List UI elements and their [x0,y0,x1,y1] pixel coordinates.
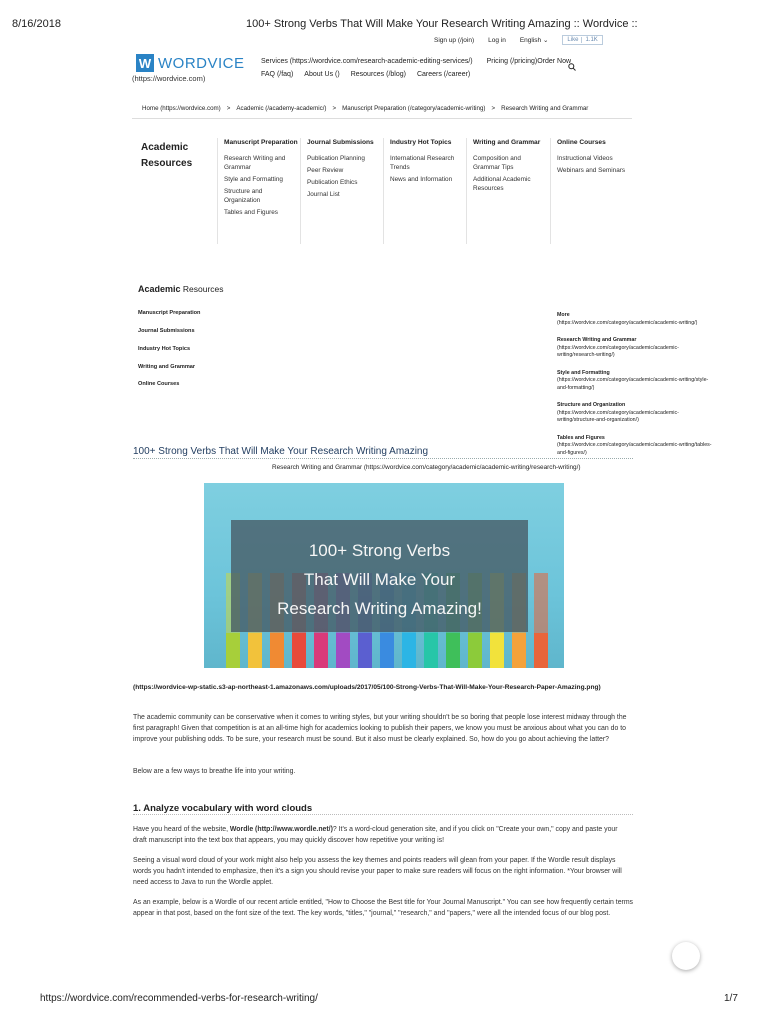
nav-pricing[interactable]: Pricing (/pricing) [486,58,538,65]
category-url: (https://wordvice.com/category/academic/academic-writing/research-writing/) [557,344,679,358]
paragraph-text: Have you heard of the website, [133,826,230,833]
main-nav-row-2 [261,71,470,78]
nav-faq[interactable]: FAQ (/faq) [261,71,294,78]
main-nav-row-1 [261,58,571,65]
category-link[interactable] [557,312,717,327]
ar-title-bold: Academic [138,284,181,294]
category-label: More [557,312,570,318]
breadcrumb-separator: > [491,105,496,112]
signup-link[interactable]: Sign up (/join) [434,36,475,44]
article-category-link[interactable]: Research Writing and Grammar (https://wordvice.com/category/academic/academic-writing/research-writing/) [272,464,581,471]
logo-mark-icon: W [136,54,154,72]
mega-col-heading[interactable]: Industry Hot Topics [390,139,452,146]
mega-col-item[interactable]: Peer Review [307,167,344,174]
category-url: (https://wordvice.com/category/academic/academic-writing/style-and-formatting/) [557,377,709,391]
breadcrumb-manuscript[interactable]: Manuscript Preparation (/category/academic-writing) [342,105,486,112]
category-link[interactable] [557,402,717,425]
mega-menu-title [141,140,211,172]
mega-col-item[interactable]: Style and Formatting [224,176,283,183]
mega-title-line2: Resources [141,158,193,169]
category-link[interactable] [557,370,717,393]
nav-services[interactable]: Services (https://wordvice.com/research-academic-editing-services/) [261,58,473,65]
mega-col-journal [300,138,383,244]
category-url: (https://wordvice.com/category/academic/academic-writing/) [557,319,698,326]
paragraph: Seeing a visual word cloud of your work might also help you assess the key themes and points readers will glean from your paper. If the Wordle result displays words you hadn't intended to emphasize, then it's a sign you should revise your paper to make sure readers will focus on the right information. *Your browser will need access to Java to run the Wordle applet. [133,857,622,887]
mega-col-courses [550,138,633,244]
breadcrumb-home[interactable]: Home (https://wordvice.com) [142,105,221,112]
wordvice-logo[interactable] [136,54,245,72]
paragraph: The academic community can be conservative when it comes to writing styles, but your writing shouldn't be so boring that people lose interest midway through the first paragraph! Given that competition is at an all-time high for academics looking to publish their papers, we know you must be anxious about what you can do to improve your publishing odds. To be sure, your research must be sound. But it also must be clearly explained. So, how do you go about achieving the latter? [133,714,627,744]
mega-col-item[interactable]: Publication Planning [307,155,365,162]
paragraph-text: ? It's a word-cloud generation site, and if you click on "Create your own," copy and paste your draft manuscript into the text box that appears, you may quickly discover how repetitive your writing is! [133,826,618,845]
category-link[interactable] [557,435,717,458]
paragraph: Below are a few ways to breathe life into your writing. [133,768,296,775]
ar-link-journal[interactable]: Journal Submissions [138,328,195,334]
print-date: 8/16/2018 [12,18,61,30]
paragraph [133,824,633,846]
like-label: Like [567,37,579,43]
language-select[interactable] [520,36,549,44]
divider [133,814,633,815]
hero-line: That Will Make Your [303,570,456,589]
nav-order-now[interactable]: Order Now [537,58,572,65]
like-button[interactable] [562,35,602,45]
mega-col-manuscript [217,138,300,244]
nav-careers[interactable]: Careers (/career) [416,71,471,78]
hero-line: 100+ Strong Verbs [308,541,451,560]
mega-col-item[interactable]: Tables and Figures [224,209,278,216]
ar-title-rest: Resources [182,284,224,294]
section-heading: 1. Analyze vocabulary with word clouds [133,803,313,814]
mega-col-heading[interactable]: Online Courses [557,139,606,146]
mega-col-writing [466,138,549,244]
breadcrumb-current: Research Writing and Grammar [501,105,589,112]
mega-col-heading[interactable]: Writing and Grammar [473,139,541,146]
wordle-link[interactable]: Wordle (http://www.wordle.net/) [229,826,333,833]
logo-text: WORDVICE [158,54,245,72]
mega-col-item[interactable]: Publication Ethics [307,179,358,186]
category-label: Tables and Figures [557,434,605,441]
mega-col-item[interactable]: Research Writing and Grammar [224,155,286,171]
category-label: Structure and Organization [557,402,626,408]
academic-resources-title [138,284,224,294]
mega-col-item[interactable]: Webinars and Seminars [557,167,626,174]
divider [133,458,633,459]
mega-col-item[interactable]: Composition and Grammar Tips [473,155,521,171]
category-label: Research Writing and Grammar [557,337,637,343]
category-url: (https://wordvice.com/category/academic/academic-writing/tables-and-figures/) [557,442,712,456]
nav-about[interactable]: About Us () [304,71,340,78]
article-title: 100+ Strong Verbs That Will Make Your Research Writing Amazing [133,446,429,457]
search-icon[interactable] [568,58,576,76]
floating-action-button[interactable] [672,942,700,970]
hero-image[interactable] [204,483,564,668]
chevron-down-icon: ⌄ [542,37,549,44]
ar-link-courses[interactable]: Online Courses [138,381,180,387]
mega-col-item[interactable]: Additional Academic Resources [473,176,531,192]
print-url: https://wordvice.com/recommended-verbs-for-research-writing/ [40,993,318,1004]
mega-col-item[interactable]: News and Information [390,176,453,183]
like-count: 1.1K [581,37,597,43]
breadcrumb-separator: > [226,105,231,112]
breadcrumb-academic[interactable]: Academic (/academy-academic/) [236,105,327,112]
mega-col-item[interactable]: Journal List [307,191,340,198]
utility-bar [434,35,603,45]
login-link[interactable]: Log in [488,36,506,44]
divider [132,118,632,119]
image-url-link[interactable]: (https://wordvice-wp-static.s3-ap-northeast-1.amazonaws.com/uploads/2017/05/100-Strong-Verbs-That-Will-Make-Your-Research-Paper-Amazing.png) [133,684,601,691]
mega-col-industry [383,138,466,244]
mega-title-line1: Academic [141,142,189,153]
mega-col-heading[interactable]: Manuscript Preparation [224,139,298,146]
category-sidebar [557,312,717,467]
hero-line: Research Writing Amazing! [277,599,482,618]
print-title: 100+ Strong Verbs That Will Make Your Research Writing Amazing :: Wordvice :: [246,18,638,30]
category-url: (https://wordvice.com/category/academic/academic-writing/structure-and-organization/) [557,409,679,423]
ar-link-writing[interactable]: Writing and Grammar [138,364,196,370]
print-page-number: 1/7 [724,993,738,1004]
ar-link-industry[interactable]: Industry Hot Topics [138,346,191,352]
language-label: English [519,37,542,44]
ar-link-manuscript[interactable]: Manuscript Preparation [138,310,201,316]
hero-headline [231,536,528,623]
mega-col-heading[interactable]: Journal Submissions [307,139,374,146]
breadcrumb [142,105,588,112]
nav-resources[interactable]: Resources (/blog) [350,71,406,78]
breadcrumb-separator: > [332,105,337,112]
logo-url[interactable]: (https://wordvice.com) [132,74,206,83]
paragraph: As an example, below is a Wordle of our recent article entitled, "How to Choose the Best title for Your Journal Manuscript." You can see how frequently certain terms appear in that post, based on the font size of the text. The key words, "titles," "journal," "research," and "papers," were all the intended focus of our blog post. [133,899,634,918]
mega-col-item[interactable]: Structure and Organization [224,188,263,204]
mega-col-item[interactable]: International Research Trends [390,155,455,171]
mega-col-item[interactable]: Instructional Videos [557,155,613,162]
category-label: Style and Formatting [557,369,610,376]
category-link[interactable] [557,337,717,360]
